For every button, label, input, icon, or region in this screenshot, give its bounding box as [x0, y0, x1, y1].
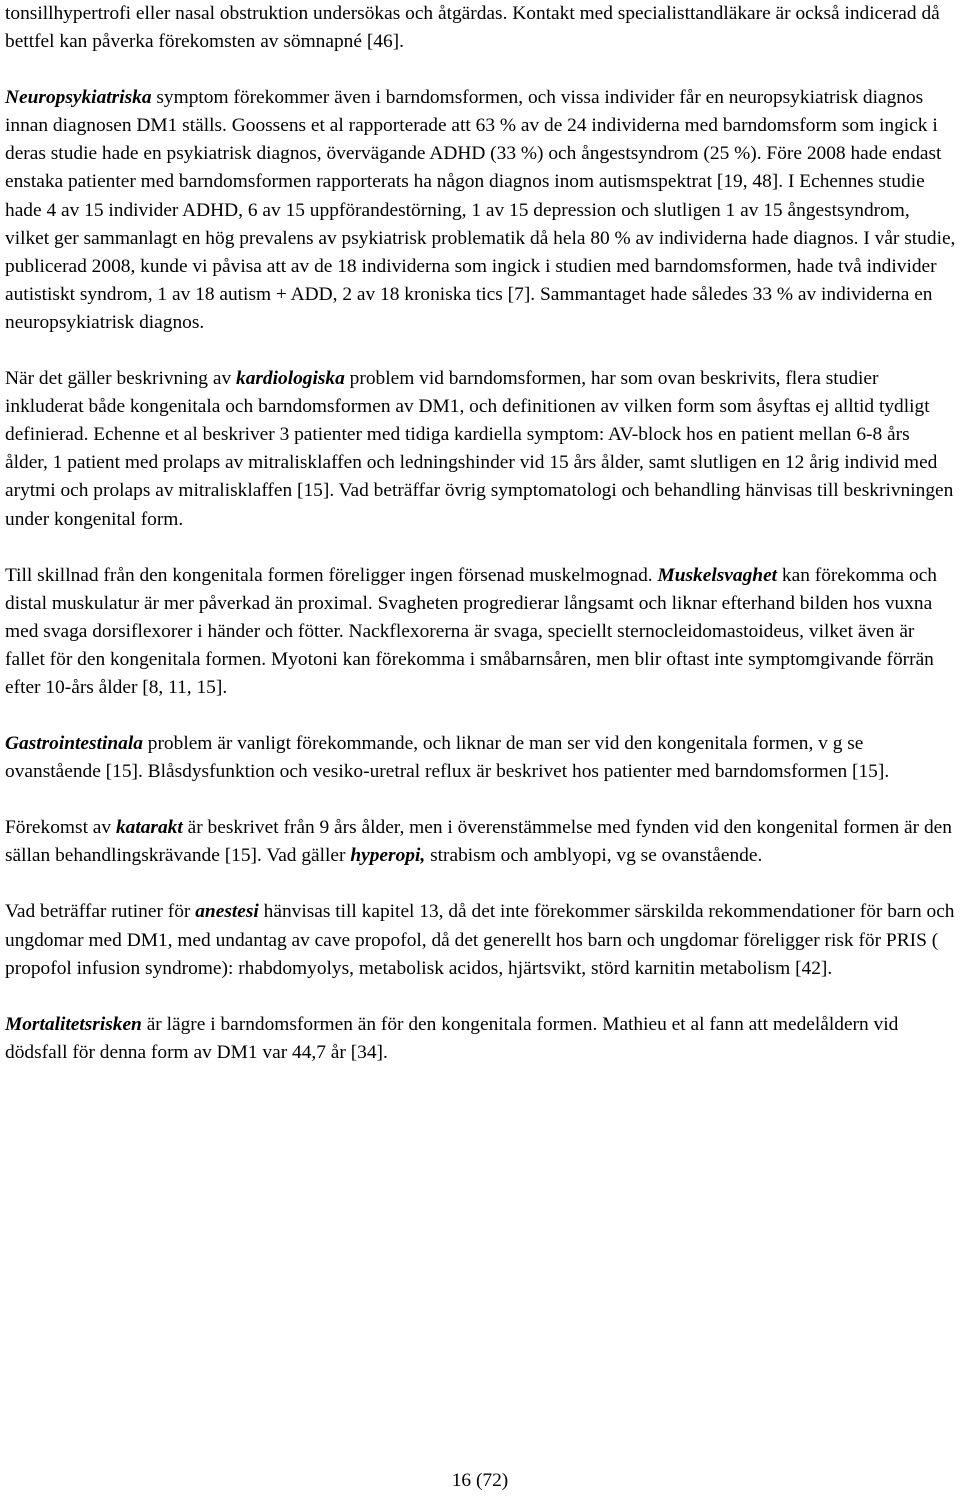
text-segment: problem vid barndomsformen, har som ovan beskrivits, flera studier inkluderat både kongenitala och barndomsformen av DM1, och definitionen av vilken form som åsyftas ej alltid tydligt definierad. Echenne et al beskriver 3 patienter med tidiga kardiella symptom: AV-block hos en patient mellan 6-8 års ålder, 1 patient med prolaps av mitralisklaffen och ledningshinder vid 15 års ålder, samt slutligen en 12 årig individ med arytmi och prolaps av mitralisklaffen [15]. Vad beträffar övrig symptomatologi och behandling hänvisas till beskrivningen under kongenital form.	[5, 368, 954, 530]
paragraph-cardiology	[5, 365, 957, 534]
text-segment: Vad beträffar rutiner för	[5, 901, 196, 923]
paragraph-mortality	[5, 1011, 957, 1067]
text-segment: strabism och amblyopi, vg se ovanstående.	[425, 845, 763, 867]
term-neuropsykiatriska: Neuropsykiatriska	[5, 87, 152, 109]
text-segment: är lägre i barndomsformen än för den kongenitala formen. Mathieu et al fann att medelåldern vid dödsfall för denna form av DM1 var 44,7 år [34].	[5, 1013, 899, 1063]
text-segment: kan förekomma och distal muskulatur är mer påverkad än proximal. Svagheten progredierar långsamt och liknar efterhand bilden hos vuxna med svaga dorsiflexorer i händer och fötter. Nackflexorerna är svaga, speciellt sternocleidomastoideus, vilket även är fallet för den kongenitala formen. Myotoni kan förekomma i småbarnsåren, men blir oftast inte symptomgivande förrän efter 10-års ålder [8, 11, 15].	[5, 564, 937, 698]
text-segment: tonsillhypertrofi eller nasal obstruktion undersökas och åtgärdas. Kontakt med specialisttandläkare är också indicerad då bettfel kan påverka förekomsten av sömnapné [46].	[5, 3, 940, 53]
text-segment: Till skillnad från den kongenitala formen föreligger ingen försenad muskelmognad.	[5, 564, 658, 586]
document-page	[5, 0, 957, 1095]
text-segment: Förekomst av	[5, 817, 116, 839]
text-segment: När det gäller beskrivning av	[5, 368, 236, 390]
page-number: 16 (72)	[451, 1470, 509, 1491]
term-gastrointestinala: Gastrointestinala	[5, 733, 143, 755]
text-segment: problem är vanligt förekommande, och liknar de man ser vid den kongenitala formen, v g se ovanstående [15]. Blåsdysfunktion och vesiko-uretral reflux är beskrivet hos patienter med barndomsformen [15].	[5, 733, 890, 783]
paragraph-cataract	[5, 814, 957, 870]
paragraph-neuropsychiatric	[5, 84, 957, 337]
paragraph-gastrointestinal	[5, 730, 957, 786]
paragraph-muscle-weakness	[5, 562, 957, 702]
text-segment: är beskrivet från 9 års ålder, men i överenstämmelse med fynden vid den kongenital formen är den sällan behandlingskrävande [15]. Vad gäller	[5, 817, 952, 867]
text-segment: symptom förekommer även i barndomsformen, och vissa individer får en neuropsykiatrisk diagnos innan diagnosen DM1 ställs. Goossens et al rapporterade att 63 % av de 24 individerna med barndomsform som ingick i deras studie hade en psykiatrisk diagnos, övervägande ADHD (33 %) och ångestsyndrom (25 %). Före 2008 hade endast enstaka patienter med barndomsformen rapporterats ha någon diagnos inom autismspektrat [19, 48]. I Echennes studie hade 4 av 15 individer ADHD, 6 av 15 uppförandestörning, 1 av 15 depression och slutligen 1 av 15 ångestsyndrom, vilket ger sammanlagt en hög prevalens av psykiatrisk problematik då hela 80 % av individerna hade diagnos. I vår studie, publicerad 2008, kunde vi påvisa att av de 18 individerna som ingick i studien med barndomsformen, hade två individer autistiskt syndrom, 1 av 18 autism + ADD, 2 av 18 kroniska tics [7]. Sammantaget hade således 33 % av individerna en neuropsykiatrisk diagnos.	[5, 87, 956, 333]
term-mortalitetsrisken: Mortalitetsrisken	[5, 1013, 142, 1035]
term-muskelsvaghet: Muskelsvaghet	[657, 564, 778, 586]
paragraph-anesthesia	[5, 898, 957, 982]
paragraph-sleep-apnea	[5, 0, 957, 56]
term-katarakt: katarakt	[115, 817, 183, 839]
term-hyperopi: hyperopi,	[350, 845, 426, 867]
term-anestesi: anestesi	[195, 901, 259, 923]
term-kardiologiska: kardiologiska	[236, 368, 345, 390]
text-segment: hänvisas till kapitel 13, då det inte förekommer särskilda rekommendationer för barn och ungdomar med DM1, med undantag av cave propofol, då det generellt hos barn och ungdomar föreligger risk för PRIS ( propofol infusion syndrome): rhabdomyolys, metabolisk acidos, hjärtsvikt, störd karnitin metabolism [42].	[5, 901, 955, 979]
